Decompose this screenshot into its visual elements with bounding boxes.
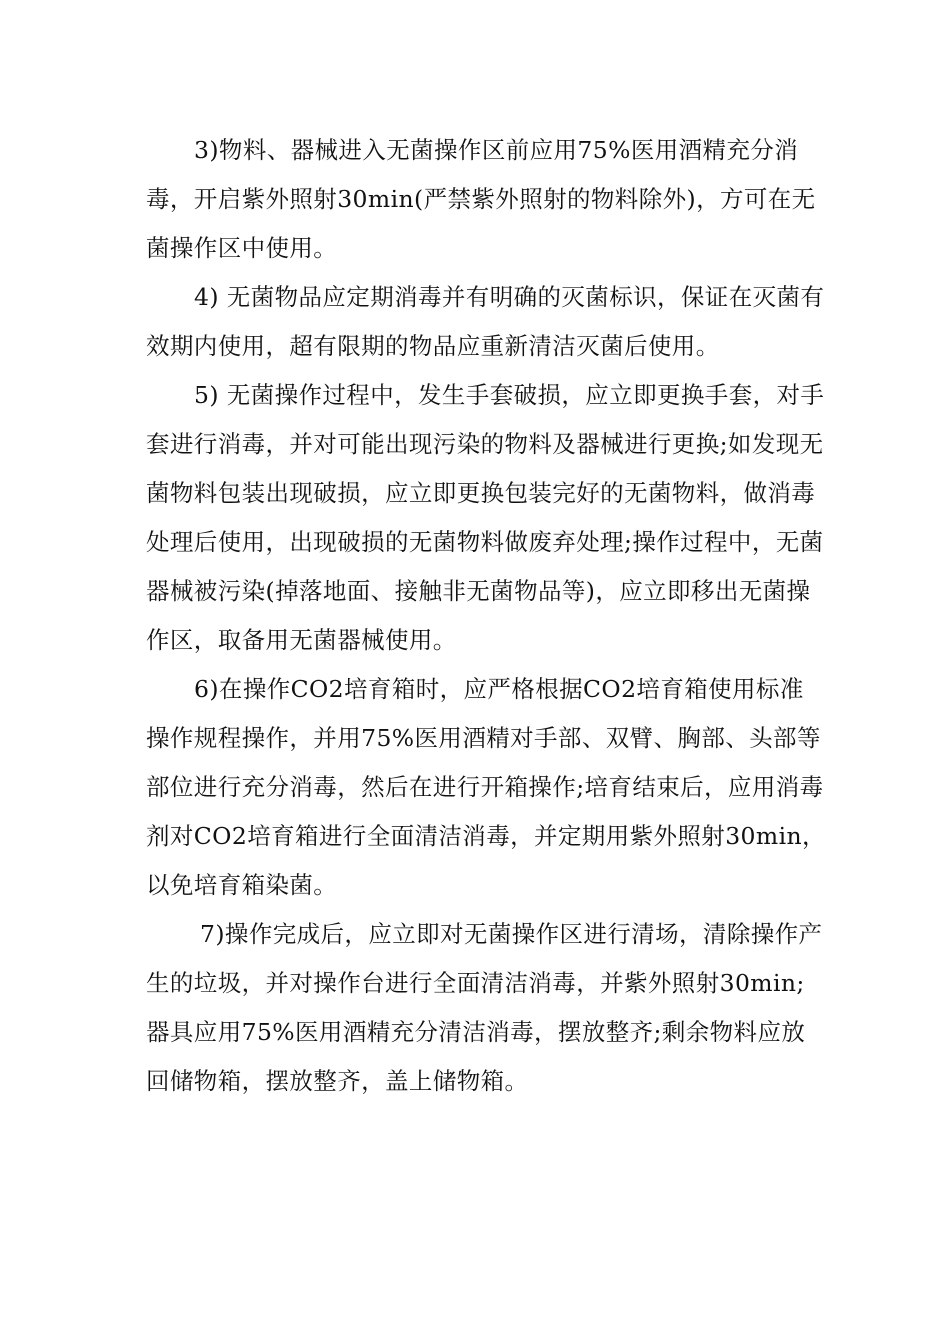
- paragraph-4: 4) 无菌物品应定期消毒并有明确的灭菌标识，保证在灭菌有效期内使用，超有限期的物品应重新清洁灭菌后使用。: [146, 283, 825, 360]
- paragraph-6: 6)在操作CO2培育箱时，应严格根据CO2培育箱使用标准操作规程操作，并用75%医用酒精对手部、双臂、胸部、头部等部位进行充分消毒，然后在进行开箱操作;培育结束后，应用消毒剂对CO2培育箱进行全面清洁消毒，并定期用紫外照射30min，以免培育箱染菌。: [146, 675, 826, 899]
- paragraph-3: 3)物料、器械进入无菌操作区前应用75%医用酒精充分消毒，开启紫外照射30min(严禁紫外照射的物料除外)，方可在无菌操作区中使用。: [146, 136, 816, 262]
- document-body: [146, 126, 826, 1106]
- paragraph-5: 5) 无菌操作过程中，发生手套破损，应立即更换手套，对手套进行消毒，并对可能出现污染的物料及器械进行更换;如发现无菌物料包装出现破损，应立即更换包装完好的无菌物料，做消毒处理后使用，出现破损的无菌物料做废弃处理;操作过程中，无菌器械被污染(掉落地面、接触非无菌物品等)，应立即移出无菌操作区，取备用无菌器械使用。: [146, 381, 825, 654]
- paragraph-7: 7)操作完成后，应立即对无菌操作区进行清场，清除操作产生的垃圾，并对操作台进行全面清洁消毒，并紫外照射30min;器具应用75%医用酒精充分清洁消毒，摆放整齐;剩余物料应放回储物箱，摆放整齐，盖上储物箱。: [146, 920, 823, 1095]
